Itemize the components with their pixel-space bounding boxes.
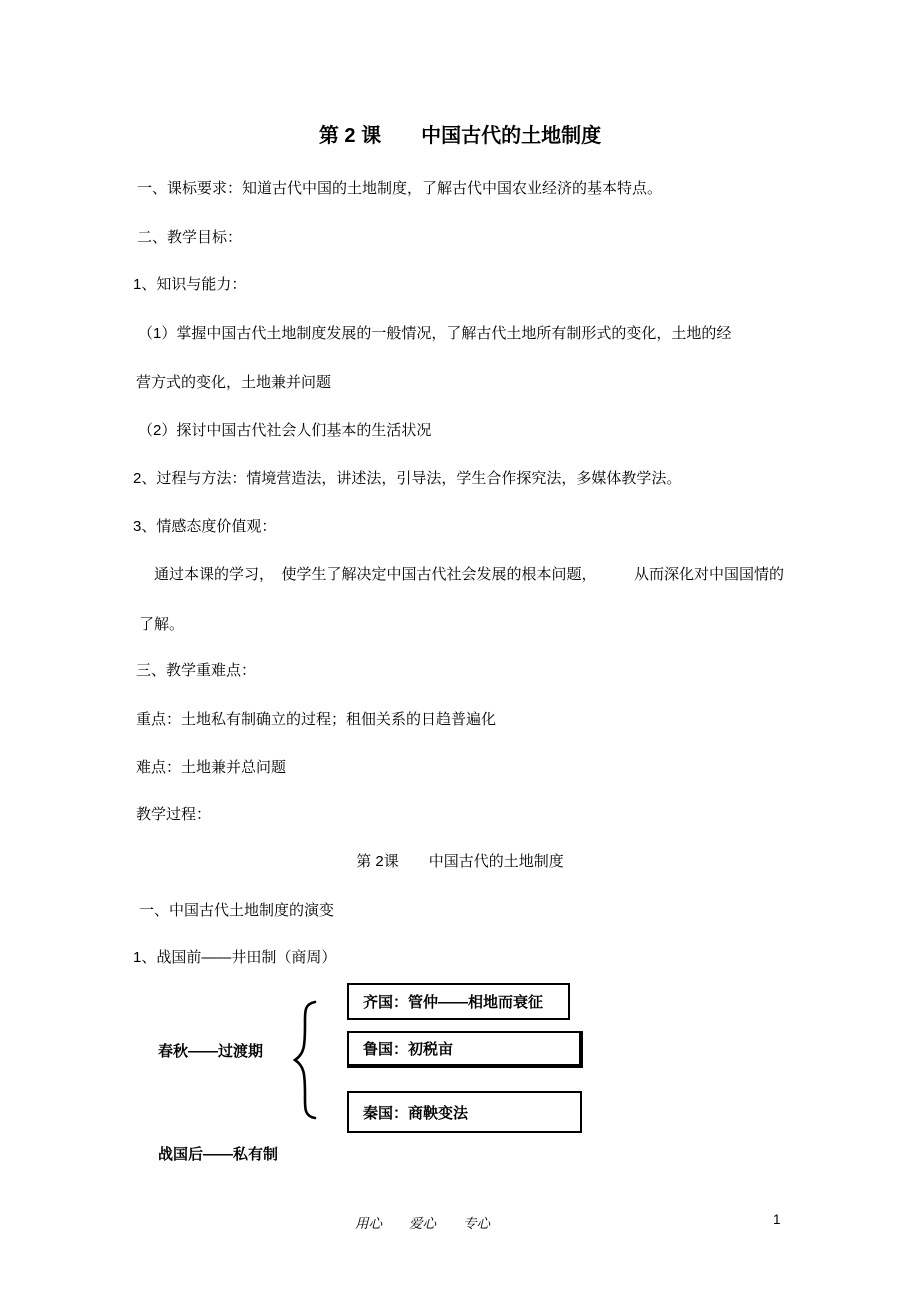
doc-line-course-standard: 一、课标要求：知道古代中国的土地制度，了解古代中国农业经济的基本特点。: [137, 180, 663, 197]
page-title: 第 2 课 中国古代的土地制度: [318, 125, 602, 147]
doc-line-pre-warring-states: 1、战国前——井田制（商周）: [133, 949, 337, 966]
section-heading-lesson: 第 2课 中国古代的土地制度: [356, 853, 564, 870]
page-number: 1: [773, 1212, 781, 1227]
doc-line-difficult-point: 难点：土地兼并总问题: [136, 759, 287, 776]
diagram-box-lu-text: 鲁国：初税亩: [363, 1041, 454, 1058]
diagram-box-qi-state: [347, 983, 570, 1020]
doc-line-goal-1-cont: 营方式的变化，土地兼并问题: [136, 374, 332, 391]
doc-line-key-point: 重点：土地私有制确立的过程；租佃关系的日趋普遍化: [136, 711, 497, 728]
doc-line-process-method: 2、过程与方法：情境营造法，讲述法，引导法，学生合作探究法，多媒体教学法。: [133, 470, 682, 487]
doc-line-values-detail-cont: 了解。: [139, 616, 185, 633]
doc-line-knowledge-ability: 1、知识与能力：: [133, 276, 247, 293]
doc-line-values: 3、情感态度价值观：: [133, 518, 277, 535]
left-curly-brace-icon: [288, 999, 322, 1121]
doc-line-evolution-heading: 一、中国古代土地制度的演变: [139, 902, 335, 919]
diagram-box-lu-state: [347, 1031, 583, 1068]
diagram-label-post-warring-states: 战国后——私有制: [158, 1146, 279, 1163]
footer-motto-word-zhuanxin: 专心: [463, 1216, 490, 1231]
doc-line-teaching-process: 教学过程：: [136, 806, 212, 823]
footer-motto-word-aixin: 爱心: [409, 1216, 436, 1231]
doc-line-goal-2: （2）探讨中国古代社会人们基本的生活状况: [138, 422, 432, 439]
footer-motto: [355, 1212, 490, 1232]
diagram-box-qin-state: [347, 1091, 582, 1133]
doc-line-key-difficult-points: 三、教学重难点：: [136, 662, 257, 679]
footer-motto-word-yongxin: 用心: [355, 1216, 382, 1231]
doc-line-goal-1: （1）掌握中国古代土地制度发展的一般情况，了解古代土地所有制形式的变化，土地的经: [138, 325, 732, 342]
diagram-box-qin-text: 秦国：商鞅变法: [363, 1104, 469, 1122]
doc-line-teaching-goals: 二、教学目标：: [137, 229, 243, 246]
doc-line-values-detail: 通过本课的学习， 使学生了解决定中国古代社会发展的根本问题， 从而深化对中国国情的: [154, 566, 785, 583]
diagram-box-qi-text: 齐国：管仲——相地而衰征: [363, 994, 544, 1011]
diagram-label-spring-autumn: 春秋——过渡期: [158, 1043, 264, 1060]
